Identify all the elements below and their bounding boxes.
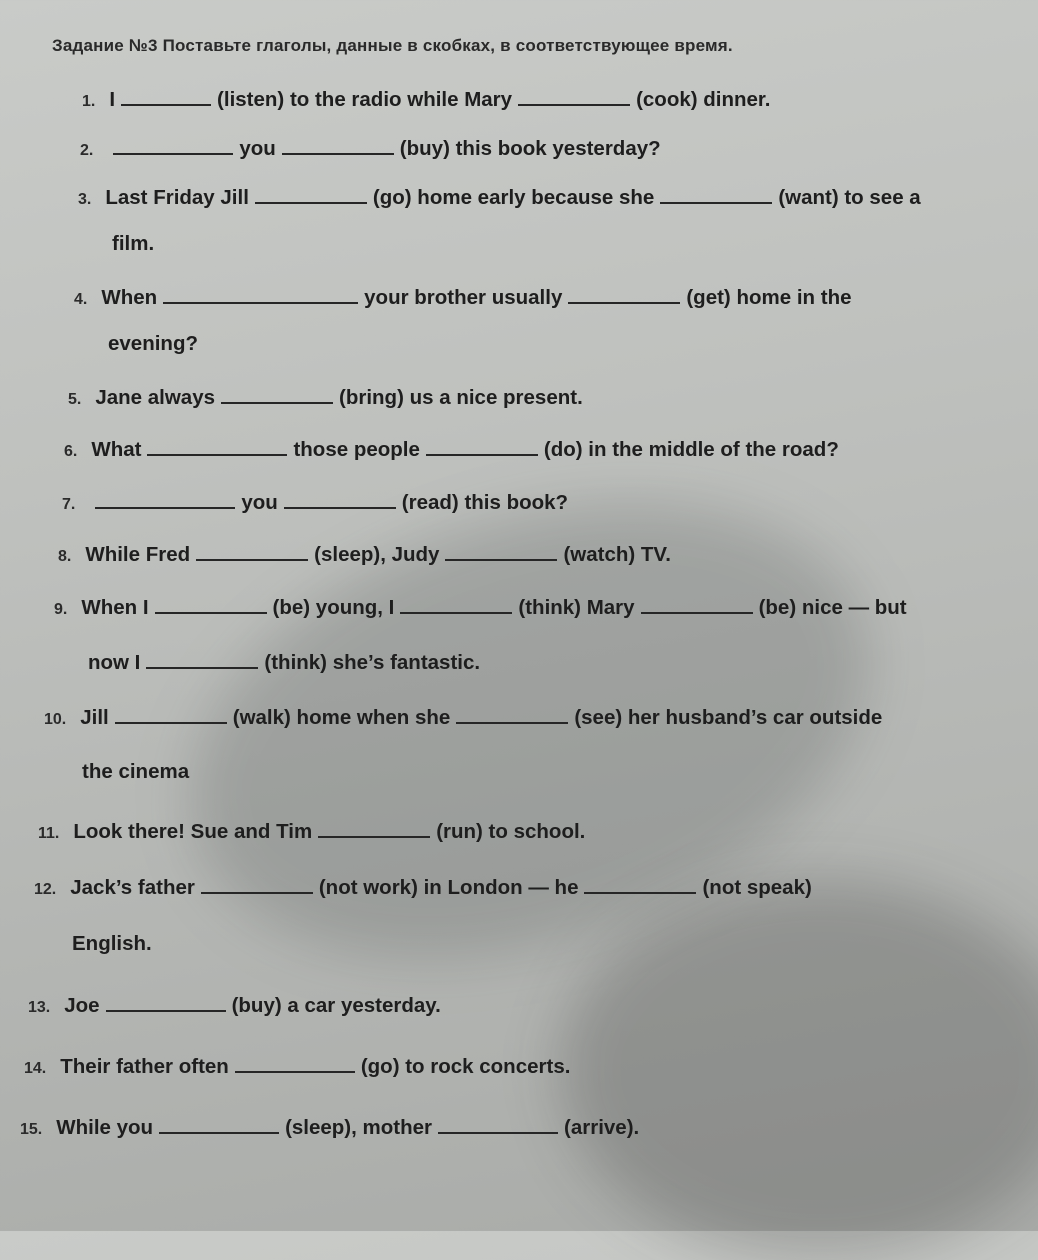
answer-blank[interactable] [318, 818, 430, 838]
item-text: you [241, 491, 278, 514]
exercise-item-6 [64, 436, 839, 462]
item-number: 12. [34, 881, 57, 898]
item-text: those people [293, 438, 420, 461]
exercise-item-12 [34, 874, 812, 900]
exercise-item-13 [28, 992, 441, 1018]
exercise-item-11 [38, 818, 585, 844]
answer-blank[interactable] [146, 649, 258, 669]
exercise-item-9 [54, 594, 907, 620]
item-number: 2. [80, 142, 94, 159]
item-number: 15. [20, 1121, 43, 1138]
item-text: (buy) this book yesterday? [399, 137, 661, 160]
answer-blank[interactable] [255, 184, 367, 204]
item-text: While Fred [85, 543, 191, 566]
answer-blank[interactable] [201, 874, 313, 894]
item-text: (buy) a car yesterday. [231, 994, 441, 1017]
exercise-item-15 [20, 1114, 639, 1140]
answer-blank[interactable] [568, 284, 680, 304]
answer-blank[interactable] [445, 541, 557, 561]
answer-blank[interactable] [584, 874, 696, 894]
answer-blank[interactable] [438, 1114, 558, 1134]
answer-blank[interactable] [95, 489, 235, 509]
item-text: Look there! Sue and Tim [73, 820, 313, 843]
item-text: (go) home early because she [372, 186, 655, 209]
item-4-continuation: evening? [108, 332, 198, 355]
item-text: (be) young, I [272, 596, 395, 619]
item-text: (run) to school. [436, 820, 586, 843]
answer-blank[interactable] [456, 704, 568, 724]
answer-blank[interactable] [426, 436, 538, 456]
exercise-item-5 [68, 384, 583, 410]
item-text: (watch) TV. [563, 543, 671, 566]
answer-blank[interactable] [159, 1114, 279, 1134]
item-10-continuation: the cinema [82, 760, 190, 783]
item-number: 13. [28, 999, 51, 1016]
item-number: 6. [64, 443, 78, 460]
item-text: you [239, 137, 276, 160]
exercise-item-7 [62, 489, 568, 515]
answer-blank[interactable] [284, 489, 396, 509]
item-number: 11. [38, 825, 60, 842]
answer-blank[interactable] [221, 384, 333, 404]
item-number: 8. [58, 548, 72, 565]
exercise-item-3 [78, 184, 921, 210]
item-text: (sleep), mother [285, 1116, 433, 1139]
item-number: 14. [24, 1060, 47, 1077]
item-text: When [101, 286, 158, 309]
item-3-continuation: film. [112, 232, 155, 255]
item-text: your brother usually [364, 286, 563, 309]
item-text: (see) her husband’s car outside [574, 706, 883, 729]
exercise-item-2 [80, 135, 661, 161]
item-text: (get) home in the [686, 286, 852, 309]
answer-blank[interactable] [518, 86, 630, 106]
item-number: 3. [78, 191, 92, 208]
item-text: Their father often [60, 1055, 229, 1078]
answer-blank[interactable] [660, 184, 772, 204]
item-number: 4. [74, 291, 88, 308]
answer-blank[interactable] [400, 594, 512, 614]
item-number: 5. [68, 391, 82, 408]
item-text: Jack’s father [70, 876, 195, 899]
answer-blank[interactable] [282, 135, 394, 155]
item-text: When I [81, 596, 149, 619]
item-text: (want) to see a [778, 186, 921, 209]
item-text: (read) this book? [401, 491, 569, 514]
item-number: 10. [44, 711, 67, 728]
exercise-item-4 [74, 284, 852, 310]
exercise-item-8 [58, 541, 671, 567]
item-text: (be) nice — but [758, 596, 907, 619]
item-number: 7. [62, 496, 76, 513]
answer-blank[interactable] [147, 436, 287, 456]
item-text: (not work) in London — he [318, 876, 579, 899]
item-number: 9. [54, 601, 68, 618]
answer-blank[interactable] [641, 594, 753, 614]
item-text: (not speak) [702, 876, 812, 899]
item-number: 1. [82, 93, 96, 110]
item-12-continuation: English. [72, 932, 152, 955]
answer-blank[interactable] [113, 135, 233, 155]
answer-blank[interactable] [106, 992, 226, 1012]
answer-blank[interactable] [115, 704, 227, 724]
item-text: Jill [80, 706, 109, 729]
item-text: (walk) home when she [232, 706, 451, 729]
item-text: (arrive). [564, 1116, 640, 1139]
answer-blank[interactable] [121, 86, 211, 106]
item-9-continuation [88, 649, 480, 675]
item-text: Jane always [95, 386, 216, 409]
item-text: I [109, 88, 116, 111]
exercise-item-10 [44, 704, 882, 730]
item-text: (bring) us a nice present. [339, 386, 583, 409]
exercise-item-1 [82, 86, 770, 112]
item-text: Joe [64, 994, 100, 1017]
answer-blank[interactable] [155, 594, 267, 614]
item-text: (think) Mary [518, 596, 635, 619]
item-text: (do) in the middle of the road? [543, 438, 839, 461]
item-text: (think) she’s fantastic. [264, 651, 481, 674]
item-text: (sleep), Judy [314, 543, 440, 566]
item-text: (go) to rock concerts. [360, 1055, 571, 1078]
item-text: now I [88, 651, 141, 674]
item-text: (cook) dinner. [636, 88, 771, 111]
exercise-item-14 [24, 1053, 570, 1079]
task-title: Задание №3 Поставьте глаголы, данные в скобках, в соответствующее время. [52, 36, 733, 55]
answer-blank[interactable] [196, 541, 308, 561]
item-text: (listen) to the radio while Mary [217, 88, 513, 111]
answer-blank[interactable] [235, 1053, 355, 1073]
item-text: What [91, 438, 142, 461]
item-text: While you [56, 1116, 154, 1139]
item-text: Last Friday Jill [105, 186, 249, 209]
answer-blank[interactable] [163, 284, 358, 304]
